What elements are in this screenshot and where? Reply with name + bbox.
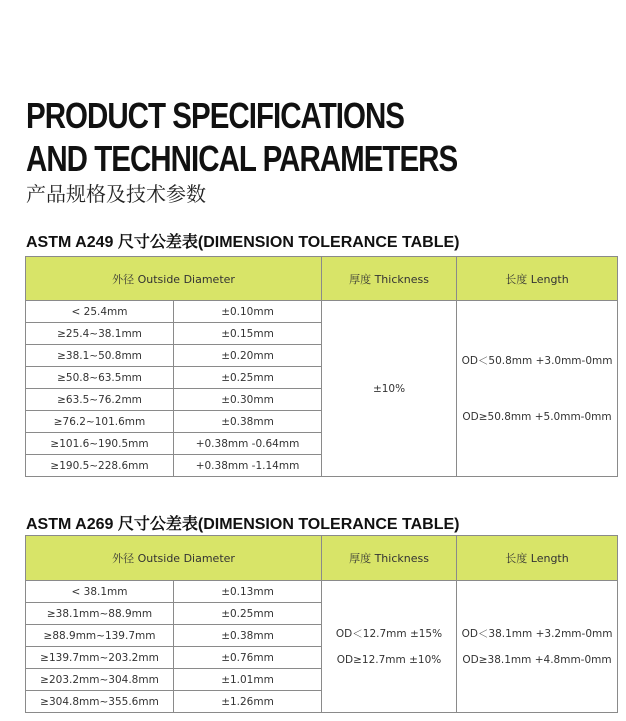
od-range-cell: ≥50.8~63.5mm (26, 367, 174, 389)
od-range-cell: ≥304.8mm~355.6mm (26, 691, 174, 713)
length-line: OD＜38.1mm +3.2mm-0mm (461, 627, 613, 640)
od-tolerance-cell: ±0.10mm (174, 301, 322, 323)
length-cell (457, 581, 618, 713)
od-range-cell: ≥25.4~38.1mm (26, 323, 174, 345)
od-tolerance-cell: ±1.26mm (174, 691, 322, 713)
od-tolerance-cell: ±0.76mm (174, 647, 322, 669)
length-cell (457, 301, 618, 477)
od-tolerance-cell: ±0.30mm (174, 389, 322, 411)
header-outside-diameter: 外径 Outside Diameter (26, 257, 322, 301)
od-tolerance-cell: ±0.25mm (174, 603, 322, 625)
od-tolerance-cell: ±0.38mm (174, 625, 322, 647)
thickness-cell (322, 581, 457, 713)
thickness-line: OD＜12.7mm ±15% (335, 627, 443, 640)
od-tolerance-cell: ±0.38mm (174, 411, 322, 433)
od-tolerance-cell: ±0.20mm (174, 345, 322, 367)
header-length: 长度 Length (457, 536, 618, 581)
a269-tolerance-table (25, 535, 618, 713)
heading-line-2: AND TECHNICAL PARAMETERS (26, 138, 458, 179)
od-range-cell: ≥203.2mm~304.8mm (26, 669, 174, 691)
table-row (26, 301, 618, 323)
od-tolerance-cell: +0.38mm -0.64mm (174, 433, 322, 455)
table2-title: ASTM A269 尺寸公差表(DIMENSION TOLERANCE TABLE) (26, 516, 460, 533)
od-tolerance-cell: ±1.01mm (174, 669, 322, 691)
thickness-line: OD≥12.7mm ±10% (336, 653, 442, 666)
od-tolerance-cell: ±0.25mm (174, 367, 322, 389)
heading-line-1: PRODUCT SPECIFICATIONS (26, 95, 404, 136)
header-length: 长度 Length (457, 257, 618, 301)
table1-title: ASTM A249 尺寸公差表(DIMENSION TOLERANCE TABLE) (26, 234, 460, 251)
od-range-cell: ≥63.5~76.2mm (26, 389, 174, 411)
od-range-cell: < 25.4mm (26, 301, 174, 323)
length-line: OD＜50.8mm +3.0mm-0mm (461, 354, 613, 367)
od-tolerance-cell: ±0.15mm (174, 323, 322, 345)
od-range-cell: ≥76.2~101.6mm (26, 411, 174, 433)
od-range-cell: ≥101.6~190.5mm (26, 433, 174, 455)
od-tolerance-cell: ±0.13mm (174, 581, 322, 603)
thickness-cell: ±10% (322, 301, 457, 477)
od-range-cell: ≥38.1~50.8mm (26, 345, 174, 367)
heading-chinese: 产品规格及技术参数 (26, 182, 206, 206)
table-row (26, 581, 618, 603)
a249-tolerance-table (25, 256, 618, 477)
od-range-cell: ≥139.7mm~203.2mm (26, 647, 174, 669)
od-range-cell: ≥88.9mm~139.7mm (26, 625, 174, 647)
header-thickness: 厚度 Thickness (322, 536, 457, 581)
od-range-cell: < 38.1mm (26, 581, 174, 603)
length-line: OD≥50.8mm +5.0mm-0mm (462, 410, 612, 423)
length-line: OD≥38.1mm +4.8mm-0mm (462, 653, 612, 666)
od-range-cell: ≥190.5~228.6mm (26, 455, 174, 477)
od-tolerance-cell: +0.38mm -1.14mm (174, 455, 322, 477)
header-outside-diameter: 外径 Outside Diameter (26, 536, 322, 581)
header-thickness: 厚度 Thickness (322, 257, 457, 301)
od-range-cell: ≥38.1mm~88.9mm (26, 603, 174, 625)
